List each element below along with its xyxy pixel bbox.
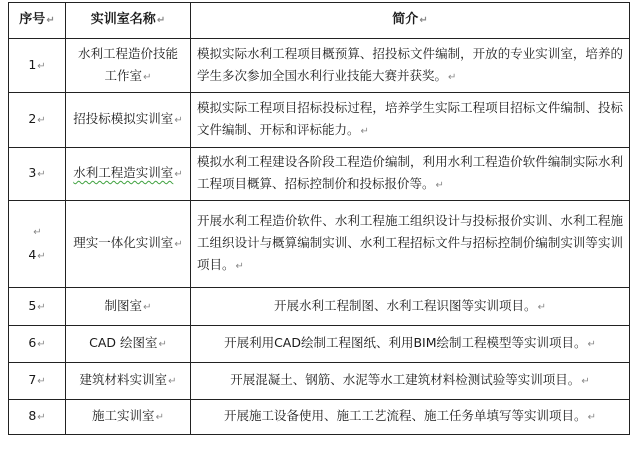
row-no: 2 (28, 111, 37, 126)
row-no-cell (9, 363, 66, 400)
paragraph-mark-icon: ↵ (435, 180, 444, 191)
paragraph-mark-icon: ↵ (168, 376, 177, 387)
row-name: 建筑材料实训室 (79, 372, 168, 387)
header-desc (191, 3, 630, 39)
row-name: 施工实训室 (92, 408, 155, 423)
row-no-cell (9, 201, 66, 288)
row-desc-cell (191, 400, 630, 435)
paragraph-mark-icon: ↵ (37, 339, 46, 350)
paragraph-mark-icon: ↵ (174, 239, 183, 250)
paragraph-mark-icon: ↵ (37, 169, 46, 180)
row-name: 招投标模拟实训室 (73, 111, 174, 126)
row-name-cell (66, 400, 191, 435)
paragraph-mark-icon: ↵ (37, 376, 46, 387)
row-no: 7 (28, 372, 37, 387)
row-desc: 开展利用CAD绘制工程图纸、利用BIM绘制工程模型等实训项目。 (224, 335, 587, 350)
row-no-cell (9, 39, 66, 93)
paragraph-mark-icon: ↵ (143, 71, 152, 83)
paragraph-mark-icon: ↵ (587, 412, 596, 423)
row-no-cell (9, 148, 66, 201)
paragraph-mark-icon: ↵ (235, 261, 244, 272)
paragraph-mark-icon: ↵ (581, 376, 590, 387)
row-name: CAD 绘图室 (89, 335, 158, 350)
row-no: 3 (28, 165, 37, 180)
row-name-cell (66, 148, 191, 201)
row-name-cell (66, 363, 191, 400)
paragraph-mark-icon: ↵ (37, 412, 46, 423)
header-no (9, 3, 66, 39)
paragraph-mark-icon: ↵ (360, 126, 369, 137)
paragraph-mark-icon: ↵ (155, 412, 164, 423)
row-desc-cell (191, 363, 630, 400)
paragraph-mark-icon: ↵ (156, 15, 166, 26)
paragraph-mark-icon: ↵ (37, 251, 46, 262)
table-row (9, 400, 630, 435)
row-name-cell (66, 39, 191, 93)
paragraph-mark-icon: ↵ (537, 301, 546, 313)
table-row (9, 326, 630, 363)
row-no: 4 (28, 247, 37, 262)
row-desc: 模拟水利工程建设各阶段工程造价编制，利用水利工程造价软件编制实际水利工程项目概算、招标控制价和投标报价等。 (197, 154, 623, 191)
row-name-cell (66, 201, 191, 288)
row-desc: 开展水利工程制图、水利工程识图等实训项目。 (274, 297, 537, 313)
row-desc: 开展施工设备使用、施工工艺流程、施工任务单填写等实训项目。 (224, 408, 587, 423)
row-name: 水利工程造实训室 (73, 165, 174, 180)
row-no-cell (9, 400, 66, 435)
row-desc: 模拟实际工程项目招标投标过程，培养学生实际工程项目招标文件编制、投标文件编制、开标和评标能力。 (197, 100, 623, 137)
paragraph-mark-icon: ↵ (158, 339, 167, 350)
header-no-label: 序号 (19, 12, 46, 27)
row-desc-cell (191, 148, 630, 201)
paragraph-mark-icon: ↵ (448, 71, 457, 83)
header-desc-label: 简介 (392, 12, 419, 27)
row-desc-cell (191, 326, 630, 363)
table-row (9, 363, 630, 400)
row-no: 1 (28, 56, 37, 72)
paragraph-mark-icon: ↵ (37, 115, 46, 126)
row-name-cell (66, 93, 191, 148)
row-no: 5 (28, 297, 37, 313)
table-row (9, 93, 630, 148)
row-name: 理实一体化实训室 (73, 235, 174, 250)
row-desc-cell (191, 201, 630, 288)
paragraph-mark-icon: ↵ (587, 339, 596, 350)
paragraph-mark-icon: ↵ (33, 227, 42, 238)
training-room-table (8, 2, 630, 435)
header-name-label: 实训室名称 (90, 12, 156, 27)
row-no-cell (9, 326, 66, 363)
row-desc-cell (191, 93, 630, 148)
table-row (9, 148, 630, 201)
table-row (9, 201, 630, 288)
row-desc: 模拟实际水利工程项目概预算、招投标文件编制，开放的专业实训室，培养的学生多次参加全国水利行业技能大赛并获奖。 (197, 45, 623, 83)
row-no: 8 (28, 408, 37, 423)
row-name-cell (66, 288, 191, 326)
paragraph-mark-icon: ↵ (37, 301, 46, 313)
paragraph-mark-icon: ↵ (174, 169, 183, 180)
row-desc: 开展混凝土、钢筋、水泥等水工建筑材料检测试验等实训项目。 (230, 372, 581, 387)
row-no-cell (9, 93, 66, 148)
paragraph-mark-icon: ↵ (143, 301, 152, 313)
row-no: 6 (28, 335, 37, 350)
table-row (9, 288, 630, 326)
row-no-cell (9, 288, 66, 326)
row-desc: 开展水利工程造价软件、水利工程施工组织设计与投标报价实训、水利工程施工组织设计与概算编制实训、水利工程招标文件与招标控制价编制实训等实训项目。 (197, 213, 623, 272)
row-name: 水利工程造价技能工作室 (77, 45, 178, 83)
paragraph-mark-icon: ↵ (174, 115, 183, 126)
table-row (9, 39, 630, 93)
row-desc-cell (191, 288, 630, 326)
row-name-cell (66, 326, 191, 363)
table-header-row (9, 3, 630, 39)
row-desc-cell (191, 39, 630, 93)
row-name: 制图室 (104, 297, 143, 313)
paragraph-mark-icon: ↵ (46, 15, 55, 26)
paragraph-mark-icon: ↵ (419, 15, 428, 26)
header-name (66, 3, 191, 39)
paragraph-mark-icon: ↵ (37, 60, 46, 72)
